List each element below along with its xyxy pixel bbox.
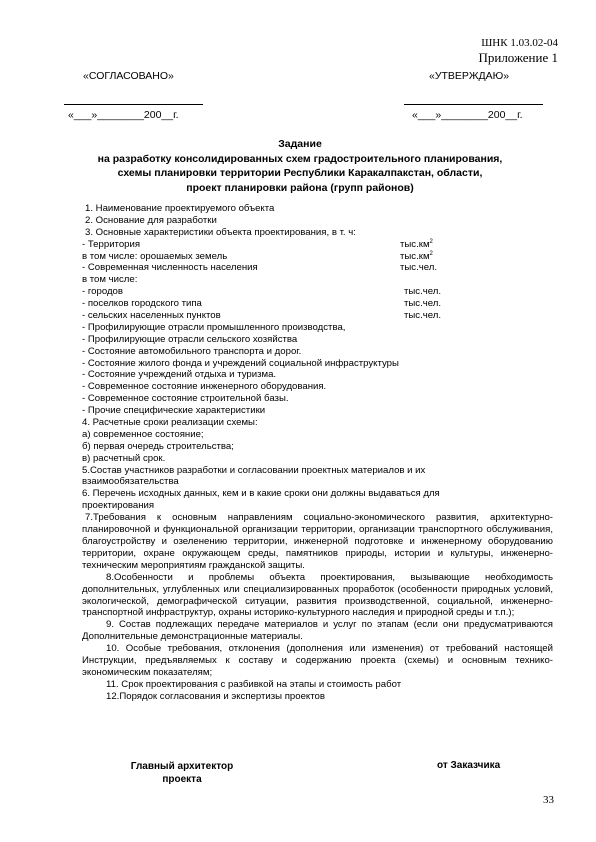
agriculture-item: - Профилирующие отрасли сельского хозяйства [82, 333, 298, 345]
industry-item: - Профилирующие отрасли промышленного производства, [82, 321, 346, 333]
item-4: 4. Расчетные сроки реализации схемы: [82, 417, 258, 429]
item-2: 2. Основание для разработки [85, 214, 217, 226]
including-label: в том числе: [82, 274, 138, 286]
towns-label: - поселков городского типа [82, 298, 202, 310]
approve-date: «___»________200__г. [412, 109, 523, 121]
approve-signature-line [404, 104, 543, 105]
item-9: 9. Состав подлежащих передаче материалов и услуг по этапам (если они предусматриваются Дополнительные демонстрационные материалы. [82, 619, 553, 643]
rural-unit: тыс.чел. [404, 310, 442, 322]
agreed-signature-line [64, 104, 203, 105]
document-body [82, 203, 553, 703]
rural-label: - сельских населенных пунктов [82, 310, 221, 322]
item-5-cont: взаимообязательства [82, 476, 179, 488]
title-line: проект планировки района (групп районов) [186, 181, 414, 194]
item-5: 5.Состав участников разработки и согласовании проектных материалов и их [82, 464, 426, 476]
irrigated-row [82, 251, 553, 263]
chief-architect-label-cont: проекта [162, 774, 202, 785]
title-line: на разработку консолидированных схем градостроительного планирования, [97, 152, 503, 165]
document-title [40, 137, 560, 195]
territory-label: - Территория [82, 238, 141, 250]
title-line: Задание [278, 138, 322, 150]
housing-item: - Состояние жилого фонда и учреждений социальной инфраструктуры [82, 357, 399, 369]
recreation-item: - Состояние учреждений отдыха и туризма. [82, 369, 277, 381]
agreed-label: «СОГЛАСОВАНО» [83, 70, 174, 82]
construction-item: - Современное состояние строительной базы. [82, 393, 289, 405]
approve-label: «УТВЕРЖДАЮ» [429, 70, 510, 82]
population-row [82, 262, 553, 274]
page-number: 33 [543, 794, 554, 806]
irrigated-label: в том числе: орошаемых земель [82, 250, 228, 262]
other-item: - Прочие специфические характеристики [82, 405, 266, 417]
item-12: 12.Порядок согласования и экспертизы проектов [106, 690, 325, 702]
cities-unit: тыс.чел. [404, 286, 442, 298]
population-unit: тыс.чел. [400, 262, 438, 274]
item-6-cont: проектирования [82, 500, 155, 512]
chief-architect-label: Главный архитектор [130, 761, 234, 772]
engineering-item: - Современное состояние инженерного оборудования. [82, 381, 327, 393]
territory-unit: $тыс.км^2$ [400, 238, 433, 250]
title-line: схемы планировки территории Республики Каракалпакстан, области, [117, 167, 483, 179]
cities-label: - городов [82, 286, 123, 298]
towns-unit: тыс.чел. [404, 298, 442, 310]
territory-row [82, 239, 553, 251]
customer-signature: от Заказчика [437, 760, 501, 771]
agreed-date: «___»________200__г. [68, 109, 179, 121]
cities-row [82, 286, 553, 298]
item-4b: б) первая очередь строительства; [82, 440, 234, 452]
item-7: 7.Требования к основным направлениям социально-экономического развития, архитектурно-планировочной и функциональной организации территории, организации транспортного обслуживания, благоустройству и озеленению территории, инженерной подготовке и инженерному оборудованию территории, охране окружающем среды, памятников природы, истории и культуры, инженерно-техническим мероприятиям гражданской защиты. [82, 512, 553, 571]
item-4a: а) современное состояние; [82, 428, 204, 440]
population-label: - Современная численность населения [82, 262, 258, 274]
item-4c: в) расчетный срок. [82, 452, 166, 464]
item-8: 8.Особенности и проблемы объекта проектирования, вызывающие необходимость дополнительных, углубленных или специализированных проработок (особенности природных условий, экологической, демографической ситуации, развития производственной, социальной, инженерно-транспортной инфраструктур, охраны историко-культурного наследия и природной среды и т.п.); [82, 571, 553, 619]
towns-row [82, 298, 553, 310]
document-code: ШНК 1.03.02-04 [481, 37, 558, 49]
irrigated-unit: $тыс.км^2$ [400, 250, 433, 262]
chief-architect-signature [127, 760, 237, 786]
rural-row [82, 310, 553, 322]
item-3: 3. Основные характеристики объекта проектирования, в т. ч: [85, 226, 356, 238]
item-6: 6. Перечень исходных данных, кем и в какие сроки они должны выдаваться для [82, 488, 440, 500]
transport-item: - Состояние автомобильного транспорта и дорог. [82, 345, 302, 357]
item-1: 1. Наименование проектируемого объекта [85, 203, 275, 214]
item-10: 10. Особые требования, отклонения (дополнения или изменения) от требований настоящей Инструкции, предъявляемых к составу и содержанию проекта (схемы) и основным технико-экономическим показателям; [82, 643, 553, 678]
appendix-label: Приложение 1 [478, 50, 558, 65]
item-11: 11. Срок проектирования с разбивкой на этапы и стоимость работ [106, 678, 402, 690]
